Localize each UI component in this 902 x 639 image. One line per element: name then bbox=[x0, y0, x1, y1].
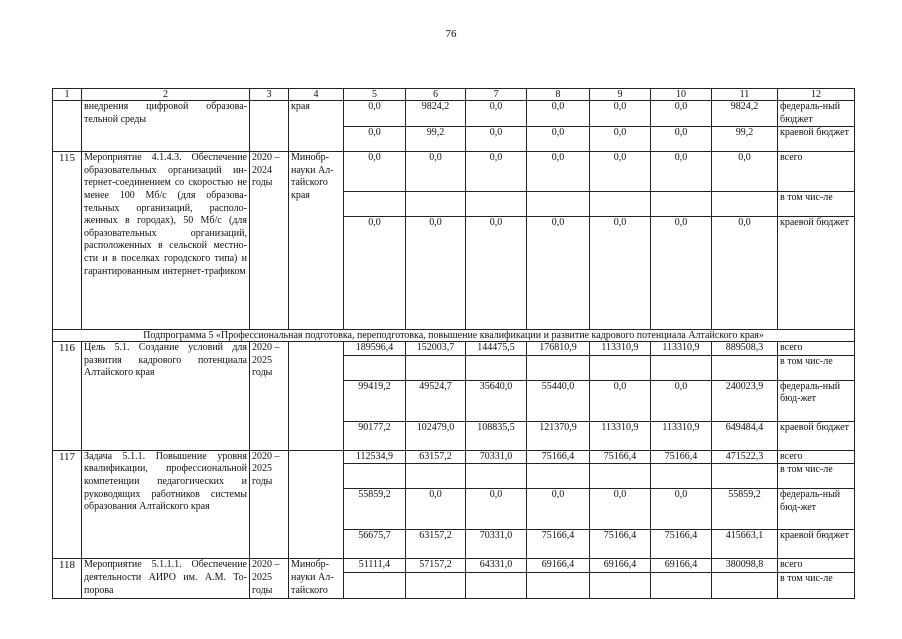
activity-description: Мероприятие 5.1.1.1. Обеспечение деятельности АИРО им. А.М. То-порова bbox=[82, 559, 250, 599]
value-cell bbox=[527, 355, 590, 380]
funding-source: краевой бюджет bbox=[778, 530, 855, 559]
value-cell: 99419,2 bbox=[344, 380, 406, 421]
value-cell: 0,0 bbox=[712, 217, 778, 330]
executor bbox=[289, 342, 344, 451]
value-cell: 99,2 bbox=[712, 127, 778, 152]
value-cell bbox=[466, 192, 527, 217]
table-row bbox=[53, 342, 855, 356]
value-cell: 35640,0 bbox=[466, 380, 527, 421]
budget-table bbox=[52, 88, 855, 599]
value-cell: 63157,2 bbox=[406, 530, 466, 559]
funding-source: в том чис-ле bbox=[778, 572, 855, 598]
value-cell: 649484,4 bbox=[712, 421, 778, 450]
column-header: 1 bbox=[53, 89, 82, 101]
value-cell: 113310,9 bbox=[590, 342, 651, 356]
table-row bbox=[53, 559, 855, 573]
row-number bbox=[53, 101, 82, 152]
executor: края bbox=[289, 101, 344, 152]
value-cell: 99,2 bbox=[406, 127, 466, 152]
value-cell: 152003,7 bbox=[406, 342, 466, 356]
value-cell bbox=[590, 464, 651, 489]
value-cell: 55859,2 bbox=[712, 489, 778, 530]
subprogram-title: Подпрограмма 5 «Профессиональная подготовка, переподготовка, повышение квалификации и развитие кадрового потенциала Алтайского края» bbox=[53, 330, 855, 342]
activity-description: Задача 5.1.1. Повышение уровня квалификации, профессиональной компетенции педагогических и руководящих работников системы образования Алтайского края bbox=[82, 450, 250, 559]
value-cell bbox=[590, 572, 651, 598]
period-years: 2020 – 2025 годы bbox=[250, 559, 289, 599]
value-cell: 69166,4 bbox=[651, 559, 712, 573]
value-cell bbox=[527, 464, 590, 489]
funding-source: федераль-ный бюджет bbox=[778, 101, 855, 127]
value-cell: 0,0 bbox=[406, 217, 466, 330]
value-cell: 75166,4 bbox=[527, 450, 590, 464]
period-years: 2020 – 2025 годы bbox=[250, 450, 289, 559]
executor bbox=[289, 450, 344, 559]
funding-source: в том чис-ле bbox=[778, 355, 855, 380]
value-cell: 0,0 bbox=[590, 152, 651, 192]
value-cell: 55859,2 bbox=[344, 489, 406, 530]
value-cell: 0,0 bbox=[527, 101, 590, 127]
value-cell: 0,0 bbox=[466, 489, 527, 530]
funding-source: федераль-ный бюд-жет bbox=[778, 489, 855, 530]
value-cell: 0,0 bbox=[651, 152, 712, 192]
value-cell: 69166,4 bbox=[590, 559, 651, 573]
funding-source: краевой бюджет bbox=[778, 421, 855, 450]
column-header: 10 bbox=[651, 89, 712, 101]
value-cell: 415663,1 bbox=[712, 530, 778, 559]
value-cell: 0,0 bbox=[527, 152, 590, 192]
funding-source: всего bbox=[778, 152, 855, 192]
value-cell: 75166,4 bbox=[651, 450, 712, 464]
funding-source: федераль-ный бюд-жет bbox=[778, 380, 855, 421]
value-cell: 64331,0 bbox=[466, 559, 527, 573]
value-cell: 9824,2 bbox=[712, 101, 778, 127]
subprogram-row bbox=[53, 330, 855, 342]
value-cell: 113310,9 bbox=[590, 421, 651, 450]
table-row bbox=[53, 450, 855, 464]
funding-source: всего bbox=[778, 559, 855, 573]
value-cell: 0,0 bbox=[406, 489, 466, 530]
column-header: 3 bbox=[250, 89, 289, 101]
activity-description: Мероприятие 4.1.4.3. Обеспечение образовательных организаций ин-тернет-соединением со скоростью не менее 100 Мб/с (для образова-тельных организаций, располо-женных в городах), 50 Мб/с (для образовательных организаций, расположенных в сельской местно-сти и в поселках городского типа) и гарантированным интернет-трафиком bbox=[82, 152, 250, 330]
value-cell: 0,0 bbox=[344, 127, 406, 152]
value-cell bbox=[651, 572, 712, 598]
value-cell: 0,0 bbox=[590, 101, 651, 127]
value-cell: 889508,3 bbox=[712, 342, 778, 356]
value-cell: 0,0 bbox=[406, 152, 466, 192]
value-cell: 51111,4 bbox=[344, 559, 406, 573]
value-cell: 0,0 bbox=[466, 127, 527, 152]
column-header: 7 bbox=[466, 89, 527, 101]
value-cell: 240023,9 bbox=[712, 380, 778, 421]
column-header: 6 bbox=[406, 89, 466, 101]
value-cell: 176810,9 bbox=[527, 342, 590, 356]
funding-source: краевой бюджет bbox=[778, 217, 855, 330]
funding-source: всего bbox=[778, 450, 855, 464]
period-years: 2020 – 2024 годы bbox=[250, 152, 289, 330]
value-cell: 0,0 bbox=[344, 217, 406, 330]
row-number: 116 bbox=[53, 342, 82, 451]
value-cell: 63157,2 bbox=[406, 450, 466, 464]
value-cell: 0,0 bbox=[651, 380, 712, 421]
value-cell: 0,0 bbox=[344, 101, 406, 127]
value-cell: 57157,2 bbox=[406, 559, 466, 573]
value-cell: 55440,0 bbox=[527, 380, 590, 421]
value-cell bbox=[406, 572, 466, 598]
value-cell bbox=[712, 355, 778, 380]
value-cell: 75166,4 bbox=[590, 530, 651, 559]
value-cell bbox=[712, 192, 778, 217]
value-cell: 75166,4 bbox=[527, 530, 590, 559]
value-cell bbox=[651, 464, 712, 489]
value-cell bbox=[466, 355, 527, 380]
table-row bbox=[53, 101, 855, 127]
value-cell: 102479,0 bbox=[406, 421, 466, 450]
value-cell: 0,0 bbox=[466, 217, 527, 330]
value-cell: 0,0 bbox=[712, 152, 778, 192]
period-years bbox=[250, 101, 289, 152]
column-header: 4 bbox=[289, 89, 344, 101]
row-number: 117 bbox=[53, 450, 82, 559]
row-number: 115 bbox=[53, 152, 82, 330]
value-cell: 0,0 bbox=[527, 217, 590, 330]
value-cell: 0,0 bbox=[344, 152, 406, 192]
value-cell: 380098,8 bbox=[712, 559, 778, 573]
value-cell: 0,0 bbox=[466, 101, 527, 127]
value-cell: 0,0 bbox=[651, 217, 712, 330]
activity-description: внедрения цифровой образова-тельной среды bbox=[82, 101, 250, 152]
value-cell: 9824,2 bbox=[406, 101, 466, 127]
value-cell: 0,0 bbox=[590, 489, 651, 530]
activity-description: Цель 5.1. Создание условий для развития кадрового потенциала Алтайского края bbox=[82, 342, 250, 451]
value-cell: 108835,5 bbox=[466, 421, 527, 450]
value-cell: 70331,0 bbox=[466, 450, 527, 464]
value-cell bbox=[712, 464, 778, 489]
value-cell: 0,0 bbox=[651, 127, 712, 152]
value-cell: 0,0 bbox=[527, 127, 590, 152]
funding-source: краевой бюджет bbox=[778, 127, 855, 152]
value-cell bbox=[466, 464, 527, 489]
value-cell: 70331,0 bbox=[466, 530, 527, 559]
column-header: 2 bbox=[82, 89, 250, 101]
value-cell: 56675,7 bbox=[344, 530, 406, 559]
value-cell: 471522,3 bbox=[712, 450, 778, 464]
value-cell: 113310,9 bbox=[651, 421, 712, 450]
column-header: 8 bbox=[527, 89, 590, 101]
funding-source: в том чис-ле bbox=[778, 192, 855, 217]
value-cell bbox=[590, 192, 651, 217]
value-cell: 0,0 bbox=[590, 127, 651, 152]
value-cell: 0,0 bbox=[466, 152, 527, 192]
value-cell bbox=[344, 464, 406, 489]
value-cell bbox=[406, 355, 466, 380]
column-header: 11 bbox=[712, 89, 778, 101]
executor: Минобр-науки Ал-тайского края bbox=[289, 152, 344, 330]
period-years: 2020 – 2025 годы bbox=[250, 342, 289, 451]
value-cell bbox=[406, 464, 466, 489]
column-header: 9 bbox=[590, 89, 651, 101]
page-number: 76 bbox=[445, 28, 457, 40]
value-cell: 0,0 bbox=[590, 217, 651, 330]
value-cell bbox=[651, 355, 712, 380]
value-cell: 121370,9 bbox=[527, 421, 590, 450]
value-cell bbox=[466, 572, 527, 598]
funding-source: всего bbox=[778, 342, 855, 356]
value-cell: 49524,7 bbox=[406, 380, 466, 421]
value-cell bbox=[344, 192, 406, 217]
value-cell: 112534,9 bbox=[344, 450, 406, 464]
value-cell bbox=[651, 192, 712, 217]
value-cell: 0,0 bbox=[651, 101, 712, 127]
value-cell: 0,0 bbox=[590, 380, 651, 421]
value-cell: 189596,4 bbox=[344, 342, 406, 356]
value-cell bbox=[590, 355, 651, 380]
value-cell: 144475,5 bbox=[466, 342, 527, 356]
value-cell bbox=[406, 192, 466, 217]
column-header: 12 bbox=[778, 89, 855, 101]
value-cell bbox=[712, 572, 778, 598]
value-cell: 75166,4 bbox=[590, 450, 651, 464]
value-cell: 90177,2 bbox=[344, 421, 406, 450]
value-cell bbox=[527, 572, 590, 598]
value-cell bbox=[527, 192, 590, 217]
row-number: 118 bbox=[53, 559, 82, 599]
value-cell: 75166,4 bbox=[651, 530, 712, 559]
value-cell bbox=[344, 355, 406, 380]
executor: Минобр-науки Ал-тайского bbox=[289, 559, 344, 599]
header-row bbox=[53, 89, 855, 101]
value-cell bbox=[344, 572, 406, 598]
value-cell: 0,0 bbox=[527, 489, 590, 530]
value-cell: 113310,9 bbox=[651, 342, 712, 356]
table-row bbox=[53, 152, 855, 192]
value-cell: 0,0 bbox=[651, 489, 712, 530]
value-cell: 69166,4 bbox=[527, 559, 590, 573]
funding-source: в том чис-ле bbox=[778, 464, 855, 489]
column-header: 5 bbox=[344, 89, 406, 101]
